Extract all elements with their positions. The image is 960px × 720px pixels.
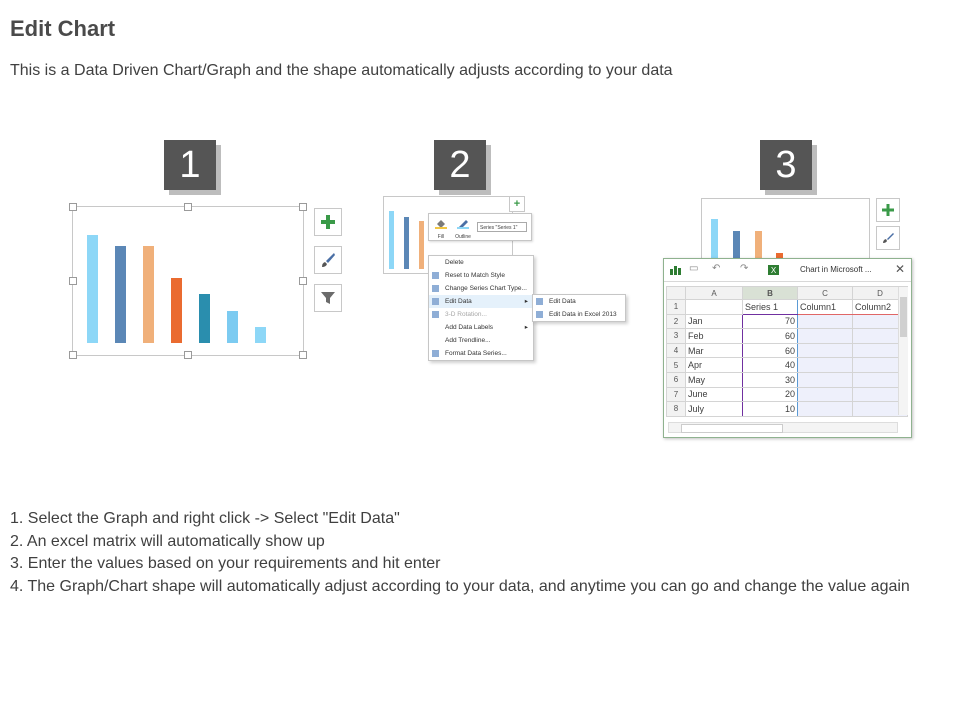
outline-label: Outline xyxy=(455,234,471,240)
row-header[interactable]: 8 xyxy=(667,402,686,417)
sheet-row xyxy=(667,343,908,358)
sheet-cell[interactable] xyxy=(798,402,853,417)
menu-item-icon xyxy=(432,311,439,318)
value-cell[interactable]: 30 xyxy=(743,372,798,387)
category-cell[interactable]: Jan xyxy=(686,314,743,329)
sheet-cell[interactable]: Column1 xyxy=(798,300,853,315)
context-menu-item-label: 3-D Rotation... xyxy=(445,311,487,318)
step-badge-1: 1 xyxy=(164,140,216,190)
chart-frame-3[interactable] xyxy=(701,198,870,266)
chart-bar[interactable] xyxy=(87,235,98,343)
resize-handle[interactable] xyxy=(299,351,307,359)
sheet-cell[interactable] xyxy=(798,358,853,373)
resize-handle[interactable] xyxy=(184,351,192,359)
resize-handle[interactable] xyxy=(184,203,192,211)
menu-item-icon xyxy=(432,285,439,292)
save-icon[interactable]: ▭ xyxy=(689,263,699,274)
context-menu-item-label: Change Series Chart Type... xyxy=(445,285,527,292)
context-menu-item-label: Add Data Labels xyxy=(445,324,494,331)
context-menu-item[interactable] xyxy=(429,347,533,360)
submenu-item[interactable] xyxy=(533,295,625,308)
table-icon xyxy=(536,298,543,305)
horizontal-scrollbar[interactable] xyxy=(668,422,898,433)
instructions xyxy=(10,508,940,598)
sheet-cell[interactable] xyxy=(798,343,853,358)
row-header[interactable]: 4 xyxy=(667,343,686,358)
chart-filters-button[interactable] xyxy=(314,284,342,312)
instruction-line-3: 3. Enter the values based on your requirements and hit enter xyxy=(10,555,441,572)
sheet-row xyxy=(667,372,908,387)
row-header[interactable]: 5 xyxy=(667,358,686,373)
edit-data-submenu xyxy=(532,294,626,322)
chart-frame-1[interactable] xyxy=(72,206,304,356)
series-select-value: Series "Series 1" xyxy=(480,225,518,231)
sheet-cell[interactable] xyxy=(798,314,853,329)
context-menu xyxy=(428,255,534,361)
row-header[interactable]: 2 xyxy=(667,314,686,329)
instruction-line-1: 1. Select the Graph and right click -> Select "Edit Data" xyxy=(10,510,400,527)
chart-elements-button-3[interactable] xyxy=(876,198,900,222)
table-icon xyxy=(536,311,543,318)
chart-styles-button[interactable] xyxy=(314,246,342,274)
context-menu-item xyxy=(429,308,533,321)
chart-bar[interactable] xyxy=(255,327,266,343)
chart-styles-button-3[interactable] xyxy=(876,226,900,250)
chart-elements-button[interactable] xyxy=(314,208,342,236)
chart-icon xyxy=(670,265,681,275)
category-cell[interactable]: Feb xyxy=(686,329,743,344)
chart-bar[interactable] xyxy=(115,246,126,343)
excel-titlebar xyxy=(664,259,911,282)
paint-bucket-icon xyxy=(435,219,447,229)
svg-text:X: X xyxy=(770,266,777,275)
sheet-row xyxy=(667,402,908,417)
chart-bar[interactable] xyxy=(199,294,210,343)
context-menu-item[interactable] xyxy=(429,282,533,295)
value-cell[interactable]: 40 xyxy=(743,358,798,373)
submenu-item[interactable] xyxy=(533,308,625,321)
value-cell[interactable]: 20 xyxy=(743,387,798,402)
undo-icon[interactable]: ↶ xyxy=(712,263,721,274)
plus-icon xyxy=(320,214,336,230)
sheet-cell[interactable]: Column2 xyxy=(853,300,908,315)
menu-item-icon xyxy=(432,298,439,305)
column-header[interactable]: C xyxy=(798,287,853,300)
page-subtitle: This is a Data Driven Chart/Graph and the shape automatically adjusts according to your data xyxy=(10,62,673,79)
sheet-row xyxy=(667,329,908,344)
row-header[interactable]: 3 xyxy=(667,329,686,344)
resize-handle[interactable] xyxy=(299,277,307,285)
context-menu-item-label: Reset to Match Style xyxy=(445,272,505,279)
category-cell[interactable]: June xyxy=(686,387,743,402)
excel-grid[interactable] xyxy=(666,286,908,417)
column-header[interactable]: D xyxy=(853,287,908,300)
plus-icon xyxy=(882,204,894,216)
chart-bar[interactable] xyxy=(143,246,154,343)
submenu-item-label: Edit Data xyxy=(549,298,576,305)
context-menu-item[interactable] xyxy=(429,269,533,282)
bar-chart-1 xyxy=(87,235,277,343)
mini-format-toolbar xyxy=(428,213,532,241)
step-badge-3: 3 xyxy=(760,140,812,190)
resize-handle[interactable] xyxy=(69,277,77,285)
plus-icon: + xyxy=(513,198,521,210)
value-cell[interactable]: 60 xyxy=(743,343,798,358)
brush-icon xyxy=(882,232,894,244)
value-cell[interactable]: 60 xyxy=(743,329,798,344)
chart-elements-button-small[interactable] xyxy=(509,196,525,212)
value-cell[interactable]: 10 xyxy=(743,402,798,417)
sheet-cell[interactable] xyxy=(798,387,853,402)
excel-icon[interactable] xyxy=(768,265,779,275)
resize-handle[interactable] xyxy=(299,203,307,211)
instruction-line-4: 4. The Graph/Chart shape will automatically adjust according to your data, and anytime you can go and change the value again xyxy=(10,577,910,595)
excel-window-title: Chart in Microsoft ... xyxy=(800,265,872,274)
close-icon[interactable]: ✕ xyxy=(894,262,905,276)
resize-handle[interactable] xyxy=(69,351,77,359)
category-cell[interactable]: Apr xyxy=(686,358,743,373)
column-header[interactable]: B xyxy=(743,287,798,300)
outline-button[interactable] xyxy=(453,216,473,240)
excel-window xyxy=(663,258,912,438)
category-cell[interactable]: Mar xyxy=(686,343,743,358)
chart-bar[interactable] xyxy=(227,311,238,343)
sheet-cell[interactable]: Series 1 xyxy=(743,300,798,315)
row-header[interactable]: 7 xyxy=(667,387,686,402)
brush-icon xyxy=(320,252,336,268)
context-menu-item[interactable] xyxy=(429,334,533,347)
fill-button[interactable] xyxy=(433,216,449,240)
menu-item-icon xyxy=(432,272,439,279)
horizontal-scroll-thumb[interactable] xyxy=(681,424,783,433)
filter-icon xyxy=(320,290,336,306)
series-select[interactable] xyxy=(477,222,527,232)
menu-item-icon xyxy=(432,350,439,357)
sheet-row xyxy=(667,314,908,329)
chevron-right-icon: ▸ xyxy=(524,324,528,331)
pen-icon xyxy=(457,219,469,229)
context-menu-item[interactable] xyxy=(429,295,533,308)
redo-icon[interactable]: ↷ xyxy=(740,263,749,274)
step-badge-2: 2 xyxy=(434,140,486,190)
value-cell[interactable]: 70 xyxy=(743,314,798,329)
vertical-scrollbar[interactable] xyxy=(898,287,908,415)
sheet-cell[interactable] xyxy=(798,372,853,387)
chevron-right-icon: ▸ xyxy=(524,298,528,305)
column-header[interactable]: A xyxy=(686,287,743,300)
row-header[interactable]: 1 xyxy=(667,300,686,315)
column-header[interactable] xyxy=(667,287,686,300)
page-title: Edit Chart xyxy=(10,16,116,41)
vertical-scroll-thumb[interactable] xyxy=(900,297,907,337)
context-menu-item-label: Delete xyxy=(445,259,464,266)
resize-handle[interactable] xyxy=(69,203,77,211)
sheet-row xyxy=(667,387,908,402)
context-menu-item[interactable] xyxy=(429,256,533,269)
submenu-item-label: Edit Data in Excel 2013 xyxy=(549,311,617,318)
chart-bar[interactable] xyxy=(171,278,182,343)
context-menu-item-label: Format Data Series... xyxy=(445,350,507,357)
row-header[interactable]: 6 xyxy=(667,372,686,387)
context-menu-item[interactable] xyxy=(429,321,533,334)
context-menu-item-label: Add Trendline... xyxy=(445,337,491,344)
category-cell[interactable]: May xyxy=(686,372,743,387)
context-menu-item-label: Edit Data xyxy=(445,298,472,305)
sheet-cell[interactable] xyxy=(798,329,853,344)
category-cell[interactable]: July xyxy=(686,402,743,417)
fill-label: Fill xyxy=(437,234,445,240)
sheet-row xyxy=(667,358,908,373)
instruction-line-2: 2. An excel matrix will automatically show up xyxy=(10,532,325,550)
sheet-cell[interactable] xyxy=(686,300,743,315)
